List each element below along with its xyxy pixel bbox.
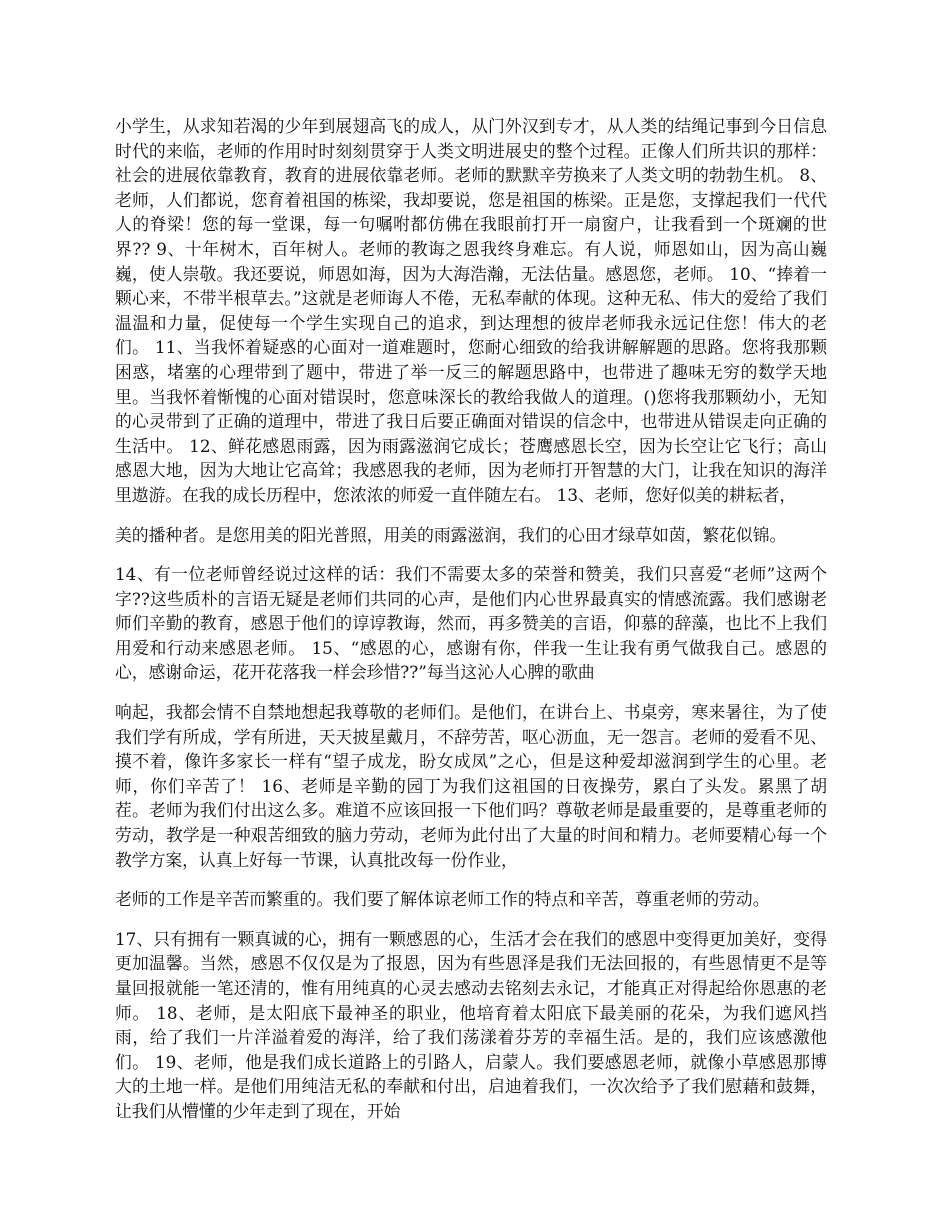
paragraph-6: 17、只有拥有一颗真诚的心，拥有一颗感恩的心，生活才会在我们的感恩中变得更加美好，变得更加温馨。当然，感恩不仅仅是为了报恩，因为有些恩泽是我们无法回报的，有些恩情更不是等量回报就能一笔还清的，惟有用纯真的心灵去感动去铭刻去永记，才能真正对得起给你恩惠的老师。 18、老师，是太阳底下最神圣的职业，他培育着太阳底下最美丽的花朵，为我们遮风挡雨，给了我们一片洋溢着爱的海洋，给了我们荡漾着芬芳的幸福生活。是的，我们应该感激他们。 19、老师，他是我们成长道路上的引路人，启蒙人。我们要感恩老师，就像小草感恩那博大的土地一样。是他们用纯洁无私的奉献和付出，启迪着我们，一次次给予了我们慰藉和鼓舞，让我们从懵懂的少年走到了现在，开始 bbox=[115, 928, 827, 1121]
paragraph-3: 14、有一位老师曾经说过这样的话：我们不需要太多的荣誉和赞美，我们只喜爱“老师”这两个字??这些质朴的言语无疑是老师们共同的心声，是他们内心世界最真实的情感流露。我们感谢老师们辛勤的教育，感恩于他们的谆谆教诲，然而，再多赞美的言语，仰慕的辞藻，也比不上我们用爱和行动来感恩老师。 15、“感恩的心，感谢有你，伴我一生让我有勇气做我自己。感恩的心，感谢命运，花开花落我一样会珍惜??”每当这沁人心脾的歌曲 bbox=[115, 564, 827, 683]
paragraph-2: 美的播种者。是您用美的阳光普照，用美的雨露滋润，我们的心田才绿草如茵，繁花似锦。 bbox=[115, 524, 787, 545]
paragraph-5: 老师的工作是辛苦而繁重的。我们要了解体谅老师工作的特点和辛苦，尊重老师的劳动。 bbox=[115, 889, 770, 910]
paragraph-1: 小学生，从求知若渴的少年到展翅高飞的成人，从门外汉到专才，从人类的结绳记事到今日信息时代的来临，老师的作用时时刻刻贯穿于人类文明进展史的整个过程。正像人们所共识的那样：社会的进展依靠教育，教育的进展依靠老师。老师的默默辛劳换来了人类文明的勃勃生机。 8、老师，人们都说，您育着祖国的栋梁，我却要说，您是祖国的栋梁。正是您，支撑起我们一代代人的脊梁！您的每一堂课，每一句嘱咐都仿佛在我眼前打开一扇窗户，让我看到一个斑斓的世界?? 9、十年树木，百年树人。老师的教诲之恩我终身难忘。有人说，师恩如山，因为高山巍巍，使人崇敬。我还要说，师恩如海，因为大海浩瀚，无法估量。感恩您，老师。 10、“捧着一颗心来，不带半根草去。”这就是老师诲人不倦，无私奉献的体现。这种无私、伟大的爱给了我们温温和力量，促使每一个学生实现自己的追求，到达理想的彼岸老师我永远记住您！伟大的老们。 11、当我怀着疑惑的心面对一道难题时，您耐心细致的给我讲解解题的思路。您将我那颗困惑，堵塞的心理带到了题中，带进了举一反三的解题思路中，也带进了趣味无穷的数学天地里。当我怀着惭愧的心面对错误时，您意味深长的教给我做人的道理。()您将我那颗幼小，无知的心灵带到了正确的道理中，带进了我日后要正确面对错误的信念中，也带进从错误走向正确的生活中。 12、鲜花感恩雨露，因为雨露滋润它成长；苍鹰感恩长空，因为长空让它飞行；高山感恩大地，因为大地让它高耸；我感恩我的老师，因为老师打开智慧的大门，让我在知识的海洋里遨游。在我的成长历程中，您浓浓的师爱一直伴随左右。 13、老师，您好似美的耕耘者， bbox=[115, 116, 827, 505]
document-body bbox=[115, 114, 827, 1139]
paragraph-4: 响起，我都会情不自禁地想起我尊敬的老师们。是他们，在讲台上、书桌旁，寒来暑往，为了使我们学有所成，学有所进，天天披星戴月，不辞劳苦，呕心沥血，无一怨言。老师的爱看不见、摸不着，像许多家长一样有“望子成龙，盼女成凤”之心，但是这种爱却滋润到学生的心里。老师，你们辛苦了！ 16、老师是辛勤的园丁为我们这祖国的日夜操劳，累白了头发。累黑了胡茬。老师为我们付出这么多。难道不应该回报一下他们吗？尊敬老师是最重要的，是尊重老师的劳动，教学是一种艰苦细致的脑力劳动，老师为此付出了大量的时间和精力。老师要精心每一个教学方案，认真上好每一节课，认真批改每一份作业， bbox=[115, 702, 827, 870]
